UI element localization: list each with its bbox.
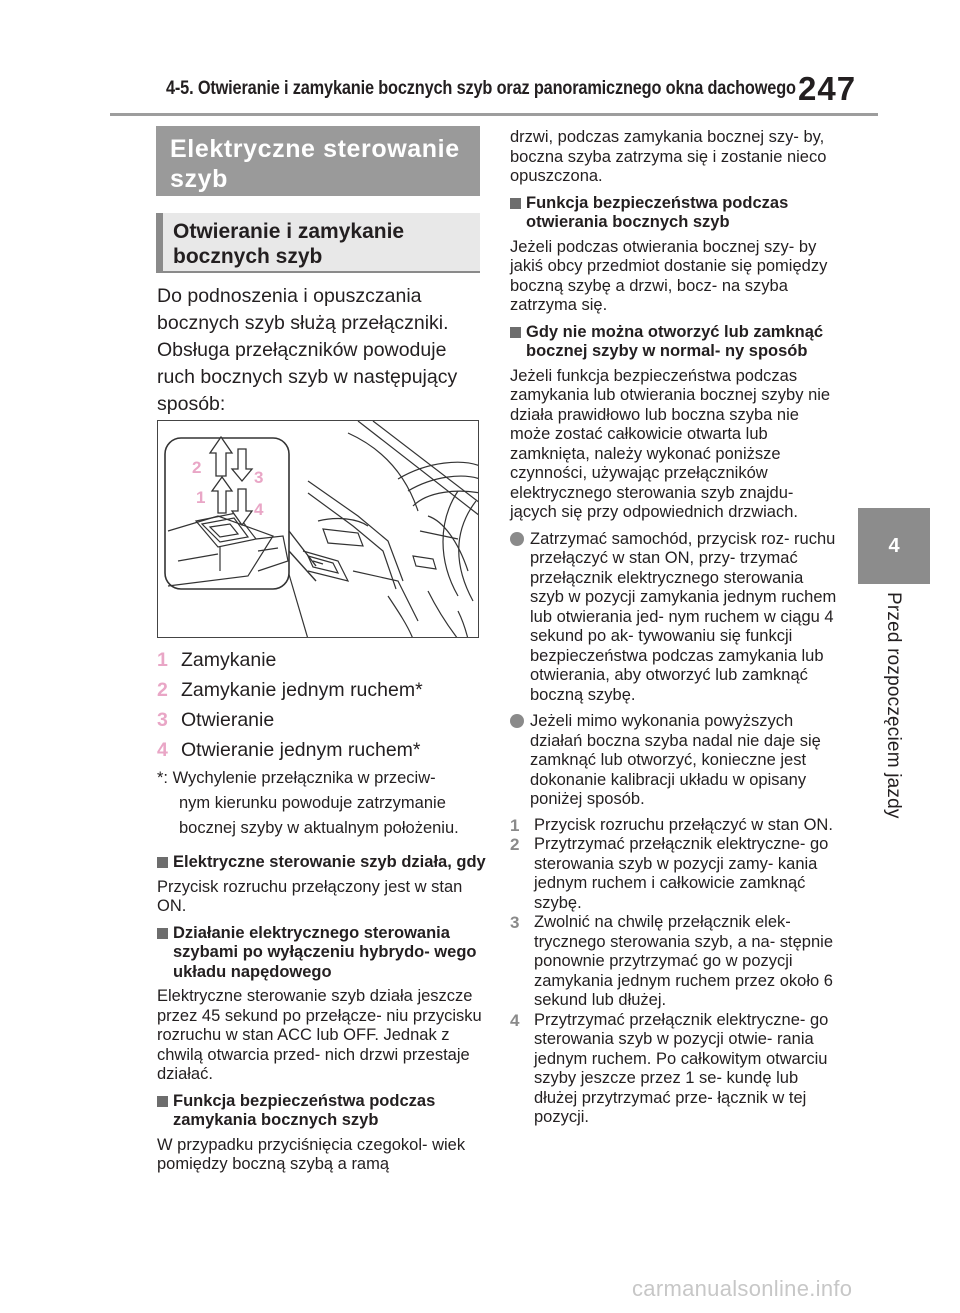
section-title: Elektryczne sterowanie szyb — [156, 126, 480, 196]
window-switch-figure — [157, 420, 479, 638]
intro-paragraph-1: Do podnoszenia i opuszczania bocznych szyb służą przełączniki. — [157, 285, 449, 334]
step-item: 2 Przytrzymać przełącznik elektryczne- go sterowania szyb w pozycji zamy- kania jednym ruchem i całkowicie zamknąć szybę. — [510, 835, 829, 912]
list-item: 4 Otwieranie jednym ruchem* — [157, 739, 421, 761]
callout-2: 2 — [192, 458, 202, 477]
note-text: drzwi, podczas zamykania bocznej szy- by, boczna szyba zatrzyma się i zostanie nieco opuszczona. — [510, 128, 827, 185]
step-item: 3 Zwolnić na chwilę przełącznik elek- trycznego sterowania szyb, a na- stępnie ponownie przytrzymać go w pozycji zamykania jednym ruchem przez około 6 sekund lub dłużej. — [510, 913, 833, 1009]
callout-4: 4 — [254, 500, 264, 519]
step-item: 1 Przycisk rozruchu przełączyć w stan ON. — [510, 815, 833, 835]
chapter-label: Przed rozpoczęciem jazdy — [883, 592, 904, 819]
intro-paragraph-2: Obsługa przełączników powoduje ruch bocznych szyb w następujący sposób: — [157, 339, 458, 415]
step-item: 4 Przytrzymać przełącznik elektryczne- go sterowania szyb w pozycji otwie- rania jednym ruchem. Po całkowitym otwarciu szyby jeszcze przez 1 se- kundę lub dłużej przytrzymać prze- łącznik w tej pozycji. — [510, 1010, 829, 1126]
list-item: 1 Zamykanie — [157, 649, 277, 671]
note-heading: Działanie elektrycznego sterowania szybami po wyłączeniu hybrydo- wego układu napędowego — [157, 924, 487, 983]
bullet-item: Jeżeli mimo wykonania powyższych działań boczna szyba nadal nie daje się zamknąć lub otworzyć, konieczne jest dokonanie kalibracji układu w opisany poniżej sposób. — [510, 712, 840, 810]
callout-3: 3 — [254, 468, 264, 487]
footnote: *: Wychylenie przełącznika w przeciw- nym kierunku powoduje zatrzymanie bocznej szyby w aktualnym położeniu. — [157, 769, 459, 837]
left-column-notes — [157, 853, 487, 1175]
chapter-tab[interactable]: 4 — [858, 508, 930, 584]
figure-illustration — [158, 421, 479, 638]
list-item: 3 Otwieranie — [157, 709, 275, 731]
note-text: Jeżeli funkcja bezpieczeństwa podczas zamykania lub otwierania bocznej szyby nie działa prawidłowo lub boczna szyba nie może zostać całkowicie otwarta lub zamknięta, należy wykonać poniższe czynności, używając przełączników elektrycznego sterowania szyb znajdu- jących się przy odpowiednich drzwiach. — [510, 366, 831, 521]
bullet-icon — [510, 714, 524, 728]
note-text: Elektryczne sterowanie szyb działa jeszcze przez 45 sekund po przełącze- niu przycisku rozruchu w stan ACC lub OFF. Jednak z chwilą otwarcia przed- nich drzwi przestaje działać. — [157, 987, 482, 1083]
callout-1: 1 — [196, 488, 206, 507]
bullet-item: Zatrzymać samochód, przycisk roz- ruchu przełączyć w stan ON, przy- trzymać przełącznik elektrycznego sterowania szyb w pozycji zamykania jednym ruchem lub otwierania jed- nym ruchem w ciągu 4 sekund po ak- tywowaniu się funkcji bezpieczeństwa podczas zamykania lub otwierania, aby otworzyć lub zamknąć boczną szybę. — [510, 530, 840, 706]
figure-legend-list — [157, 645, 487, 765]
switch-closeup — [165, 437, 316, 589]
bullet-icon — [510, 532, 524, 546]
subsection-title: Otwieranie i zamykanie bocznych szyb — [156, 213, 480, 273]
watermark: carmanualsonline.info — [632, 1276, 853, 1301]
note-text: W przypadku przyciśnięcia czegokol- wiek pomiędzy boczną szybą a ramą — [157, 1135, 466, 1173]
page-header-title: 4-5. Otwieranie i zamykanie bocznych szyb oraz panoramicznego okna dachowego — [166, 78, 796, 99]
note-heading: Funkcja bezpieczeństwa podczas zamykania bocznych szyb — [157, 1092, 487, 1131]
header-rule — [110, 113, 878, 116]
list-item: 2 Zamykanie jednym ruchem* — [157, 679, 423, 701]
right-column-notes — [510, 128, 840, 1128]
note-heading: Gdy nie można otworzyć lub zamknąć bocznej szyby w normal- ny sposób — [510, 323, 840, 362]
note-text: Jeżeli podczas otwierania bocznej szy- by jakiś obcy przedmiot dostanie się pomiędzy boczną szybę a drzwi, bocz- na szyba zatrzyma się. — [510, 237, 828, 314]
note-heading: Elektryczne sterowanie szyb działa, gdy — [157, 853, 487, 873]
note-heading: Funkcja bezpieczeństwa podczas otwierania bocznych szyb — [510, 194, 840, 233]
note-text: Przycisk rozruchu przełączony jest w stan ON. — [157, 877, 463, 915]
page-number: 247 — [798, 70, 857, 107]
